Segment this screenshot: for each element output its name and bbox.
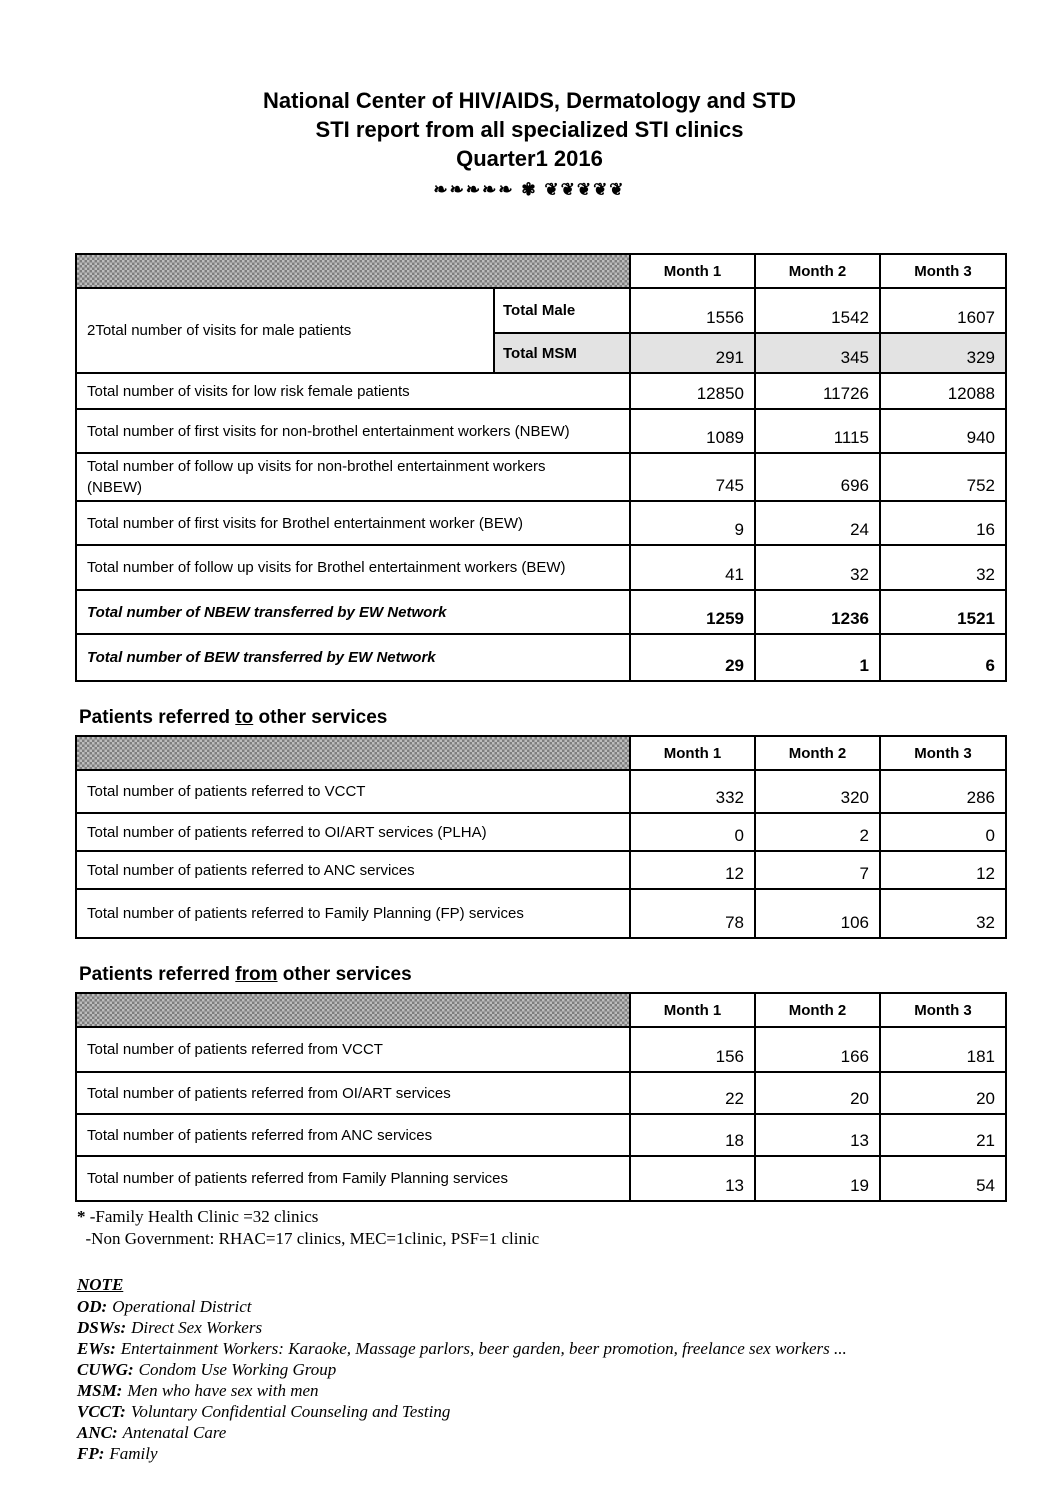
- note-item: [77, 1443, 1059, 1464]
- note-term: ANC:: [77, 1423, 118, 1442]
- cell-value: 940: [880, 409, 1006, 453]
- row-label: Total number of visits for low risk female patients: [76, 373, 630, 409]
- cell-value: 745: [630, 453, 755, 501]
- table-row: [76, 1072, 1006, 1114]
- header-pattern-cell: [76, 736, 630, 770]
- table-row: [76, 409, 1006, 453]
- note-section: [77, 1274, 1059, 1464]
- note-item: [77, 1317, 1059, 1338]
- cell-value: 32: [755, 545, 880, 590]
- visits-table: [75, 253, 1007, 682]
- cell-value: 1259: [630, 590, 755, 634]
- note-definition: Operational District: [112, 1297, 252, 1316]
- note-term: OD:: [77, 1297, 108, 1316]
- row-label: Total number of patients referred to VCCT: [76, 770, 630, 813]
- cell-value: 11726: [755, 373, 880, 409]
- referred-from-heading: [79, 964, 1059, 986]
- heading-suffix: other services: [253, 707, 388, 728]
- month-2-header: Month 2: [755, 736, 880, 770]
- month-2-header: Month 2: [755, 254, 880, 288]
- title-line-1: National Center of HIV/AIDS, Dermatology and STD: [263, 88, 796, 113]
- sub-row-label: Total Male: [494, 288, 630, 333]
- cell-value: 20: [755, 1072, 880, 1114]
- footnote-text: -Non Government: RHAC=17 clinics, MEC=1clinic, PSF=1 clinic: [77, 1229, 540, 1248]
- row-label: Total number of patients referred from Family Planning services: [76, 1156, 630, 1201]
- cell-value: 6: [880, 634, 1006, 681]
- table-row: [76, 545, 1006, 590]
- row-label: Total number of patients referred from OI/ART services: [76, 1072, 630, 1114]
- cell-value: 22: [630, 1072, 755, 1114]
- note-heading: NOTE: [77, 1275, 124, 1294]
- cell-value: 0: [880, 813, 1006, 851]
- heading-suffix: other services: [277, 964, 412, 985]
- cell-value: 41: [630, 545, 755, 590]
- row-label: 2Total number of visits for male patients: [76, 288, 494, 373]
- cell-value: 16: [880, 501, 1006, 545]
- cell-value: 7: [755, 851, 880, 889]
- cell-value: 286: [880, 770, 1006, 813]
- cell-value: 32: [880, 545, 1006, 590]
- table-row: [76, 813, 1006, 851]
- cell-value: 332: [630, 770, 755, 813]
- cell-value: 166: [755, 1027, 880, 1072]
- cell-value: 1089: [630, 409, 755, 453]
- title-line-3: Quarter1 2016: [456, 146, 603, 171]
- note-item: [77, 1380, 1059, 1401]
- cell-value: 24: [755, 501, 880, 545]
- cell-value: 19: [755, 1156, 880, 1201]
- footnotes: [77, 1206, 1059, 1250]
- cell-value: 12: [880, 851, 1006, 889]
- table-row: [76, 1114, 1006, 1156]
- note-definition: Men who have sex with men: [127, 1381, 319, 1400]
- note-term: MSM:: [77, 1381, 123, 1400]
- cell-value: 13: [755, 1114, 880, 1156]
- cell-value: 20: [880, 1072, 1006, 1114]
- cell-value: 12: [630, 851, 755, 889]
- cell-value: 181: [880, 1027, 1006, 1072]
- cell-value: 9: [630, 501, 755, 545]
- referred-to-table: [75, 735, 1007, 939]
- table-row: [76, 453, 1006, 501]
- table-row: [76, 634, 1006, 681]
- cell-value: 345: [755, 333, 880, 373]
- note-item: [77, 1359, 1059, 1380]
- cell-value: 1542: [755, 288, 880, 333]
- row-label: Total number of first visits for Brothel entertainment worker (BEW): [76, 501, 630, 545]
- note-definition: Family: [109, 1444, 158, 1463]
- cell-value: 752: [880, 453, 1006, 501]
- cell-value: 12850: [630, 373, 755, 409]
- cell-value: 1556: [630, 288, 755, 333]
- heading-prefix: Patients referred: [79, 707, 236, 728]
- row-label: Total number of follow up visits for Brothel entertainment workers (BEW): [76, 545, 630, 590]
- note-term: CUWG:: [77, 1360, 134, 1379]
- referred-to-heading: [79, 707, 1059, 729]
- row-label: Total number of patients referred to Family Planning (FP) services: [76, 889, 630, 938]
- cell-value: 0: [630, 813, 755, 851]
- note-term: FP:: [77, 1444, 105, 1463]
- month-3-header: Month 3: [880, 993, 1006, 1027]
- note-definition: Condom Use Working Group: [138, 1360, 337, 1379]
- cell-value: 32: [880, 889, 1006, 938]
- note-definition: Antenatal Care: [122, 1423, 227, 1442]
- visits-table-header-row: [76, 254, 1006, 288]
- header-pattern-cell: [76, 254, 630, 288]
- note-item: [77, 1401, 1059, 1422]
- footnote-marker: *: [77, 1207, 86, 1226]
- footnote-line: [77, 1206, 1059, 1228]
- cell-value: 78: [630, 889, 755, 938]
- note-item: [77, 1296, 1059, 1317]
- row-label: Total number of first visits for non-brothel entertainment workers (NBEW): [76, 409, 630, 453]
- heading-underlined-word: to: [235, 707, 254, 728]
- cell-value: 29: [630, 634, 755, 681]
- note-term: DSWs:: [77, 1318, 127, 1337]
- cell-value: 1: [755, 634, 880, 681]
- note-term: VCCT:: [77, 1402, 126, 1421]
- row-label: Total number of patients referred from ANC services: [76, 1114, 630, 1156]
- footnote-text: -Family Health Clinic =32 clinics: [85, 1207, 319, 1226]
- table-row: [76, 590, 1006, 634]
- row-label: Total number of patients referred to ANC services: [76, 851, 630, 889]
- note-definition: Direct Sex Workers: [131, 1318, 263, 1337]
- cell-value: 1607: [880, 288, 1006, 333]
- cell-value: 1521: [880, 590, 1006, 634]
- month-3-header: Month 3: [880, 254, 1006, 288]
- referred-from-header-row: [76, 993, 1006, 1027]
- cell-value: 21: [880, 1114, 1006, 1156]
- table-row: [76, 851, 1006, 889]
- cell-value: 106: [755, 889, 880, 938]
- referred-to-header-row: [76, 736, 1006, 770]
- table-row: [76, 373, 1006, 409]
- heading-underlined-word: from: [235, 964, 278, 985]
- cell-value: 156: [630, 1027, 755, 1072]
- note-definition: Voluntary Confidential Counseling and Testing: [130, 1402, 451, 1421]
- heading-prefix: Patients referred: [79, 964, 236, 985]
- cell-value: 1236: [755, 590, 880, 634]
- note-definition: Entertainment Workers: Karaoke, Massage parlors, beer garden, beer promotion, freelance sex workers ...: [120, 1339, 847, 1358]
- table-row: [76, 889, 1006, 938]
- cell-value: 329: [880, 333, 1006, 373]
- month-3-header: Month 3: [880, 736, 1006, 770]
- row-label: Total number of patients referred from VCCT: [76, 1027, 630, 1072]
- header-pattern-cell: [76, 993, 630, 1027]
- month-1-header: Month 1: [630, 254, 755, 288]
- cell-value: 696: [755, 453, 880, 501]
- row-label: Total number of follow up visits for non-brothel entertainment workers (NBEW): [76, 453, 630, 501]
- cell-value: 1115: [755, 409, 880, 453]
- cell-value: 291: [630, 333, 755, 373]
- note-term: EWs:: [77, 1339, 116, 1358]
- cell-value: 13: [630, 1156, 755, 1201]
- table-row: [76, 501, 1006, 545]
- cell-value: 320: [755, 770, 880, 813]
- referred-from-table: [75, 992, 1007, 1202]
- cell-value: 18: [630, 1114, 755, 1156]
- cell-value: 2: [755, 813, 880, 851]
- month-1-header: Month 1: [630, 736, 755, 770]
- title-line-2: STI report from all specialized STI clinics: [315, 117, 744, 142]
- table-row: [76, 288, 1006, 333]
- cell-value: 54: [880, 1156, 1006, 1201]
- row-label: Total number of BEW transferred by EW Network: [76, 634, 630, 681]
- note-item: [77, 1338, 1059, 1359]
- decorative-ornament: ❧❧❧❧❧ ✾ ❦❦❦❦❦: [433, 180, 626, 199]
- month-2-header: Month 2: [755, 993, 880, 1027]
- table-row: [76, 770, 1006, 813]
- table-row: [76, 1027, 1006, 1072]
- footnote-line: [77, 1228, 1059, 1250]
- cell-value: 12088: [880, 373, 1006, 409]
- note-item: [77, 1422, 1059, 1443]
- sub-row-label: Total MSM: [494, 333, 630, 373]
- month-1-header: Month 1: [630, 993, 755, 1027]
- report-title: [0, 86, 1059, 173]
- row-label: Total number of patients referred to OI/ART services (PLHA): [76, 813, 630, 851]
- row-label: Total number of NBEW transferred by EW Network: [76, 590, 630, 634]
- table-row: [76, 1156, 1006, 1201]
